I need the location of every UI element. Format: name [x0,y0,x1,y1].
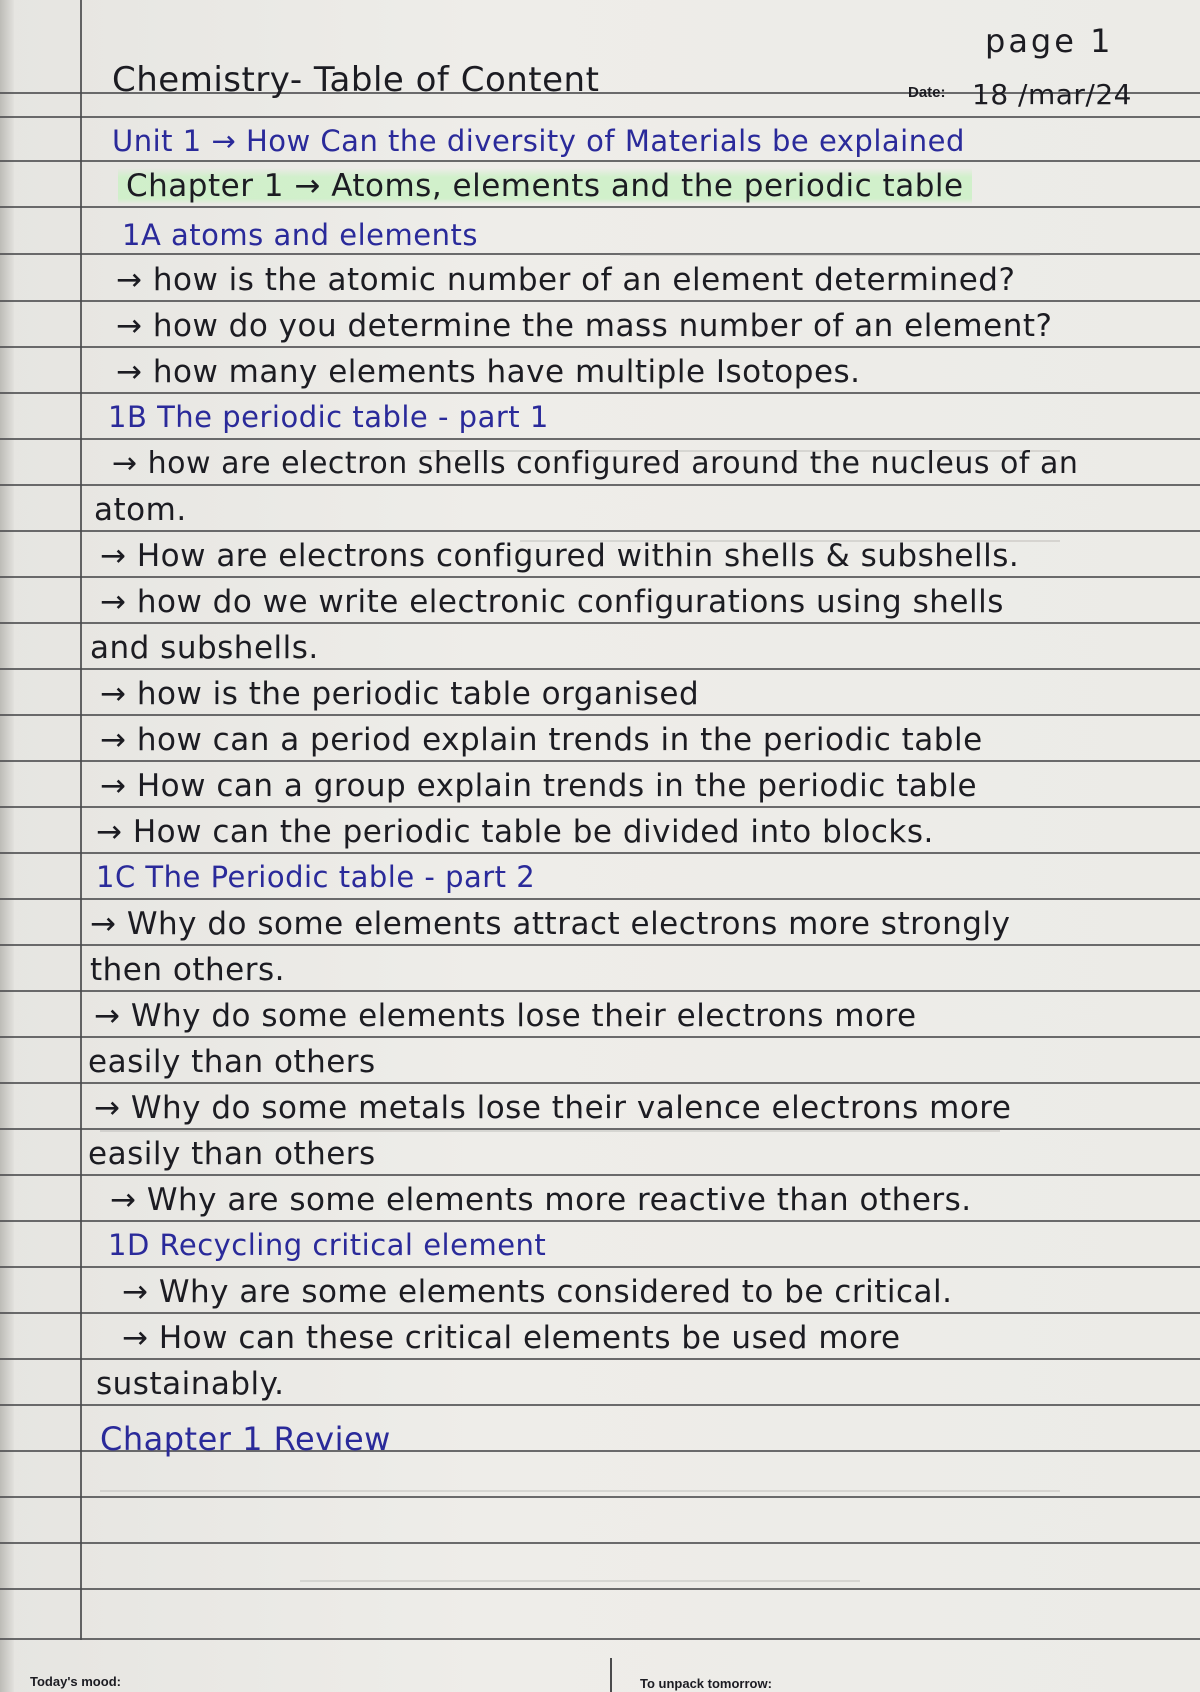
ruled-line [0,898,1200,900]
ruled-line [0,668,1200,670]
ruled-line [0,300,1200,302]
ruled-line [0,852,1200,854]
unit-heading: Unit 1 → How Can the diversity of Materials be explained [112,124,965,158]
list-item: → How are electrons configured within shells & subshells. [100,538,1020,574]
margin-line [80,0,82,1640]
ruled-line [0,944,1200,946]
list-item: → How can the periodic table be divided into blocks. [96,814,934,850]
section-heading-1d: 1D Recycling critical element [108,1228,547,1262]
ruled-line [0,1588,1200,1590]
chapter-review: Chapter 1 Review [100,1420,391,1458]
list-item: → how is the periodic table organised [100,676,700,712]
section-heading-1b: 1B The periodic table - part 1 [108,400,549,434]
section-heading-1c: 1C The Periodic table - part 2 [96,860,536,894]
ruled-line [0,206,1200,208]
ruled-line [0,806,1200,808]
page-number: page 1 [985,22,1114,60]
list-item: → How can a group explain trends in the periodic table [100,768,978,804]
ruled-line [0,576,1200,578]
list-item: → Why are some elements considered to be critical. [122,1274,953,1310]
mood-label: Today's mood: [30,1674,121,1689]
ruled-line [0,622,1200,624]
list-item: → how are electron shells configured around the nucleus of an [112,446,1079,481]
ruled-line [0,714,1200,716]
ruled-line [0,1404,1200,1406]
page-title: Chemistry- Table of Content [112,60,600,100]
section-heading-1a: 1A atoms and elements [122,218,478,252]
list-item: → Why are some elements more reactive than others. [110,1182,972,1218]
ruled-line [0,1358,1200,1360]
list-item: easily than others [88,1136,376,1172]
ruled-line [0,1312,1200,1314]
show-through-text [620,234,1040,256]
list-item: → Why do some elements lose their electrons more [94,998,917,1034]
list-item: easily than others [88,1044,376,1080]
ruled-line [0,1036,1200,1038]
date-label: Date: [908,84,946,101]
date-value: 18 /mar/24 [972,78,1132,111]
list-item: → How can these critical elements be used more [122,1320,901,1356]
list-item: → how do we write electronic configurations using shells [100,584,1004,620]
ruled-line [0,392,1200,394]
list-item: atom. [94,492,187,528]
show-through-text [300,1560,860,1582]
ruled-line [0,990,1200,992]
ruled-line [0,1496,1200,1498]
list-item: → how can a period explain trends in the periodic table [100,722,983,758]
ruled-line [0,1638,1200,1640]
list-item: and subshells. [90,630,319,666]
chapter-heading: Chapter 1 → Atoms, elements and the periodic table [118,168,972,204]
ruled-line [0,1266,1200,1268]
tomorrow-label: To unpack tomorrow: [640,1676,772,1691]
ruled-line [0,1220,1200,1222]
ruled-line [0,1542,1200,1544]
list-item: then others. [90,952,285,988]
ruled-line [0,484,1200,486]
list-item: → how do you determine the mass number of an element? [116,308,1053,344]
ruled-line [0,116,1200,118]
ruled-line [0,160,1200,162]
list-item: → Why do some metals lose their valence electrons more [94,1090,1012,1126]
list-item: → Why do some elements attract electrons more strongly [90,906,1011,942]
ruled-line [0,346,1200,348]
show-through-text [100,1470,1060,1492]
ruled-line [0,1174,1200,1176]
footer-divider [610,1658,612,1692]
list-item: → how many elements have multiple Isotopes. [116,354,861,390]
list-item: sustainably. [96,1366,285,1402]
ruled-line [0,760,1200,762]
list-item: → how is the atomic number of an element determined? [116,262,1016,298]
ruled-line [0,1082,1200,1084]
